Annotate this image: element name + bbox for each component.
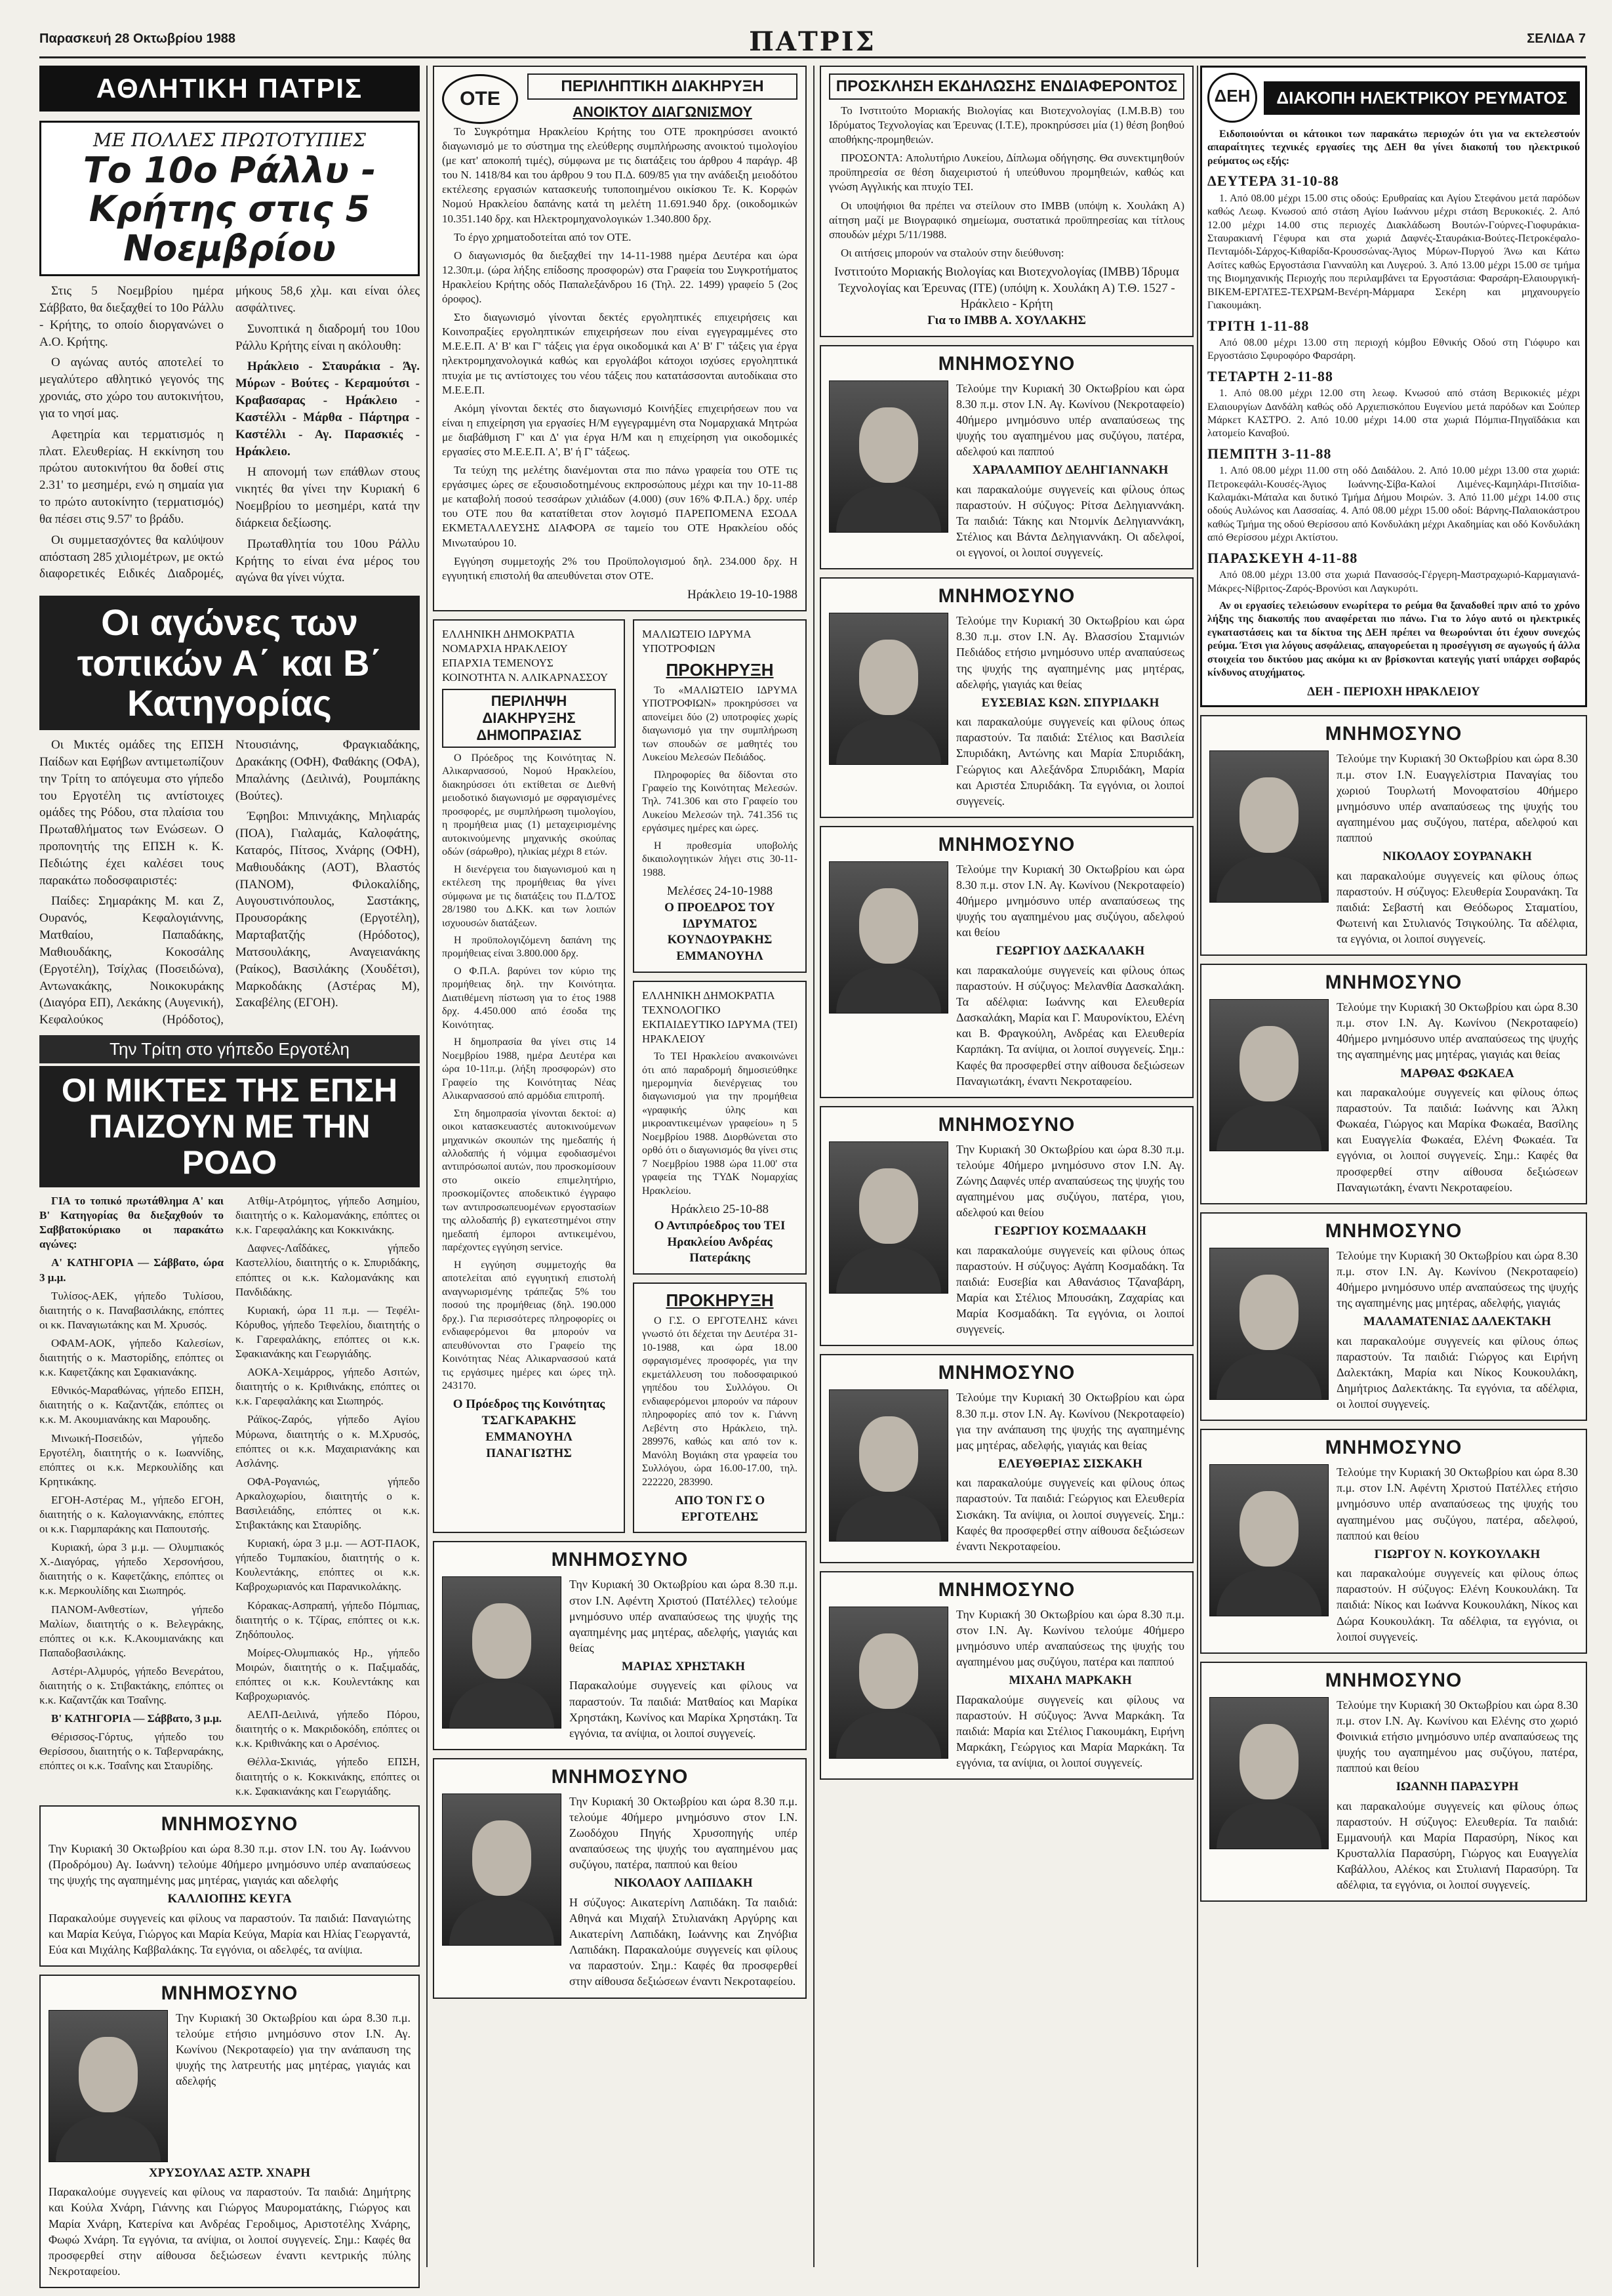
article-paragraph: Αφετηρία και τερματισμός η πλατ. Ελευθερίας. Η εκκίνηση του πρώτου αυτοκινήτου θα δοθεί στις 2.31' το μεσημέρι, ενώ η σημαία για το πρώτο αυτοκίνητο (τερματισμός) θα πέσει στις 9.57' το βράδυ. [39, 427, 224, 526]
article-paragraph: Τυλίσος-ΑΕΚ, γήπεδο Τυλίσου, διαιτητής ο κ. Παναβασιλάκης, επόπτες οι κκ. Παναγιωτάκης και Μ. Χρυσός. [39, 1289, 224, 1331]
memorial-photo [1209, 1697, 1329, 1849]
article-paragraph: Κυριακή, ώρα 3 μ.μ. — ΑΟΤ-ΠΑΟΚ, γήπεδο Τυμπακίου, διαιτητής ο κ. Κουλεντάκης, επόπτες οι κ.κ. Καβροχωριανός και Παρανικολάκης. [235, 1537, 420, 1593]
memorial-name: ΙΩΑΝΝΗ ΠΑΡΑΣΥΡΗ [1396, 1780, 1519, 1794]
article-paragraph: Μοίρες-Ολυμπιακός Ηρ., γήπεδο Μοιρών, διαιτητής ο κ. Παξιμαδάς, επόπτες οι κ.κ. Κουλεντάκης και Καβροχωριανός. [235, 1646, 420, 1703]
article-paragraph: Οι Μικτές ομάδες της ΕΠΣΗ Παίδων και Εφήβων αντιμετωπίζουν την Τρίτη το απόγευμα στο γήπεδο του Εργοτέλη τις αντίστοιχες ομάδες της Ρόδου, στα πλαίσια του Πρωταθλήματος των Ενώσεων. Ο προπονητής της ΕΠΣΗ κ. Κ. Πεδιώτης έχει καλέσει τους παρακάτω ποδοσφαιριστές: [39, 738, 224, 888]
memorial-photo [829, 1389, 948, 1542]
article-paragraph: Α' ΚΑΤΗΓΟΡΙΑ — Σάββατο, ώρα 3 μ.μ. [39, 1256, 224, 1284]
memorial-photo [442, 1794, 561, 1946]
memorial-name: ΧΡΥΣΟΥΛΑΣ ΑΣΤΡ. ΧΝΑΡΗ [148, 2165, 311, 2180]
notice-header: ΕΛΛΗΝΙΚΗ ΔΗΜΟΚΡΑΤΙΑ ΤΕΧΝΟΛΟΓΙΚΟ ΕΚΠΑΙΔΕΥΤΙΚΟ ΙΔΡΥΜΑ (ΤΕΙ) ΗΡΑΚΛΕΙΟΥ [642, 989, 797, 1045]
memorial-name: ΧΑΡΑΛΑΜΠΟΥ ΔΕΛΗΓΙΑΝΝΑΚΗ [972, 463, 1169, 478]
notice-paragraph: Τα τεύχη της μελέτης διανέμονται στα πιο πάνω γραφεία του ΟΤΕ τις εργάσιμες ώρες σε εξουσιοδοτημένους εκπροσώπους μέχρι και την 10-11-88 με καταβολή ποσού τεσσάρων χιλιάδων (4.000) (συν 16% Φ.Π.Α.) δρχ. υπέρ του ΟΤΕ που θα κατατίθεται στον λογισμό ΠΑΡΕΠΟΜΕΝΑ ΕΣΟΔΑ ΕΚΜΕΤΑΛΛΕΥΣΗΣ ΔΙΑΦΟΡΑ σε ταμείο του ΟΤΕ Ηρακλείου οδός Μινωταύρου 10. [442, 464, 797, 549]
rally-headline: Το 10ο Ράλλυ - Κρήτης στις 5 Νοεμβρίου [83, 150, 376, 269]
memorial-title: ΜΝΗΜΟΣΥΝΟ [551, 1549, 689, 1571]
notice-title: ΠΡΟΚΗΡΥΞΗ [666, 1290, 774, 1310]
memorial-notice [820, 345, 1194, 570]
memorial-notice [820, 1106, 1194, 1347]
notice-paragraph: Ο Πρόεδρος της Κοινότητας Ν. Αλικαρνασσού, Νομού Ηρακλείου, διακηρύσσει ότι εκτίθεται σε Διεθνή μειοδοτικό διαγωνισμό με σφραγισμένες προσφορές, με συμπλήρωση τιμολογίου, η προμήθεια μιας (1) μεταχειρισμένης αυτοκινούμενης μηχανικής σκούπας οδών (σάρωθρο), ηλικίας μέχρι 8 ετών. [442, 752, 616, 858]
article-paragraph: Ατθίμ-Ατρόμητος, γήπεδο Ασημίου, διαιτητής ο κ. Καλομανάκης, επόπτες οι κ.κ. Γαρεφαλάκης και Κοκκινάκης. [235, 1195, 420, 1237]
deh-intro: Ειδοποιούνται οι κάτοικοι των παρακάτω περιοχών ότι για να εκτελεστούν απαραίτητες τεχνικές εργασίες της ΔΕΗ θα γίνει διακοπή του ηλεκτρικού ρεύματος ως εξής: [1207, 129, 1580, 167]
memorial-photo [442, 1576, 561, 1729]
memorial-name: ΓΕΩΡΓΙΟΥ ΔΑΣΚΑΛΑΚΗ [996, 944, 1145, 958]
memorial-text: Την Κυριακή 30 Οκτωβρίου και ώρα 8.30 π.μ. στον Ι.Ν. του Αγ. Ιωάννου (Προδρόμου) Αγ. Ιωάννη) τελούμε 40ήμερο μνημόσυνο υπέρ αναπαύσεως της ψυχής της αγαπημένης μας μητέρας, γιαγιάς και αδελφής [49, 1841, 411, 1887]
notices-column [433, 66, 807, 2007]
article-paragraph: Κυριακή, ώρα 3 μ.μ. — Ολυμπιακός Χ.-Διαγόρας, γήπεδο Χερσονήσου, διαιτητής ο κ. Καφετζάκης, επόπτες οι κ.κ. Μερκουλίδης και Σιωπηρός. [39, 1541, 224, 1597]
notice-paragraph: Το Ινστιτούτο Μοριακής Βιολογίας και Βιοτεχνολογίας (Ι.Μ.Β.Β) του Ιδρύματος Τεχνολογίας και Έρευνας (Ι.Τ.Ε), προκηρύσσει μία (1) θέση βοηθού αποθήκης-προμηθειών. [829, 104, 1184, 146]
memorial-name: ΜΑΡΘΑΣ ΦΩΚΑΕΑ [1400, 1066, 1514, 1080]
article-paragraph: Στις 5 Νοεμβρίου ημέρα Σάββατο, θα διεξαχθεί το 10ο Ράλλυ - Κρήτης, το οποίο διοργανώνει ο Α.Ο. Κρήτης. [39, 284, 224, 349]
memorial-notice [1200, 964, 1587, 1204]
notice-paragraph: Ο Γ.Σ. Ο ΕΡΓΟΤΕΛΗΣ κάνει γνωστό ότι δέχεται την Δευτέρα 31-10-1988, και ώρα 18.00 σφραγισμένες προσφορές, για την εκμετάλλευση του ποδοσφαιρικού γηπέδου του Συλλόγου. Οι ενδιαφερόμενοι μπορούν να πάρουν πληροφορίες από τον κ. Γιάννη Λεβέντη στο Ηράκλειο, τηλ. 289976, καθώς και από τον κ. Μανόλη Βογιάκη στα γραφεία του Συλλόγου, ώρα 16.00-17.00, τηλ. 222220, 283990. [642, 1315, 797, 1488]
memorial-title: ΜΝΗΜΟΣΥΝΟ [938, 1113, 1076, 1136]
memorial-text: Τελούμε την Κυριακή 30 Οκτωβρίου και ώρα 8.30 π.μ. στον Ι.Ν. Αγ. Κωνίνου (Νεκροταφείο) 40ήμερο μνημόσυνο υπέρ αναπαύσεως της ψυχής του αγαπημένου μας συζύγου, πατέρα, αδελφού και παππού [956, 381, 1184, 459]
article-paragraph: Συνοπτικά η διαδρομή του 10ου Ράλλυ Κρήτης είναι η ακόλουθη: [235, 321, 420, 353]
memorial-family: και παρακαλούμε συγγενείς και φίλους όπως παραστούν. Η σύζυγος: Ελένη Κουκουλάκη. Τα παιδιά: Νίκος και Ιωάννα Κουκουλάκη, Νίκος και Δώρα Κουκουλάκη. Τα αδέλφια, τα εγγόνια, οι λοιποί συγγενείς. [1337, 1567, 1578, 1643]
notice-signoff: Ο ΠΡΟΕΔΡΟΣ ΤΟΥ ΙΔΡΥΜΑΤΟΣ ΚΟΥΝΔΟΥΡΑΚΗΣ ΕΜΜΑΝΟΥΗΛ [664, 900, 775, 963]
notice-title: ΠΕΡΙΛΗΨΗ ΔΙΑΚΗΡΥΞΗΣ ΔΗΜΟΠΡΑΣΙΑΣ [442, 689, 616, 748]
notice-paragraph: Πληροφορίες θα δίδονται στο Γραφείο της Κοινότητας Μελεσών. Τηλ. 741.306 και στο Γραφείο του Λυκείου Μελεσών τηλ. 741.356 τις εργάσιμες ημέρες και ώρες. [642, 769, 797, 834]
notice-signoff: ΑΠΟ ΤΟΝ ΓΣ Ο ΕΡΓΟΤΕΛΗΣ [674, 1494, 765, 1524]
memorial-family: και παρακαλούμε συγγενείς και φίλους όπως παραστούν. Τα παιδιά: Ιωάννης και Άλκη Φωκαέα, Γιώργος και Μαρίκα Φωκαέα, Βασίλης και Ευαγγελία Φωκαέα, Ελένη Φωκαέα. Τα εγγόνια, οι λοιποί συγγενείς. Σημ.: Καφές θα προσφερθεί στην αίθουσα δεξιώσεων Παναγιωτάκη, έναντι Νεκροταφείου. [1337, 1086, 1578, 1194]
memorial-title: ΜΝΗΜΟΣΥΝΟ [161, 1813, 298, 1835]
notice-paragraph: Εγγύηση συμμετοχής 2% του Προϋπολογισμού δηλ. 234.000 δρχ. Η εγγυητική επιστολή θα απευθύνεται στον ΟΤΕ. [442, 554, 797, 582]
article-paragraph: ΑΕΛΠ-Δειλινά, γήπεδο Πόρου, διαιτητής ο κ. Μακριδοκόδη, επόπτες οι κ.κ. Κριθινάκης και ο Αρσένιος. [235, 1708, 420, 1750]
memorial-notice [433, 1758, 807, 1999]
article-paragraph: ΓΙΑ το τοπικό πρωτάθλημα Α' και Β' Κατηγορίας θα διεξαχθούν το Σαββατοκύριακο οι παρακάτω αγώνες: [39, 1195, 224, 1251]
memorial-notice [1200, 715, 1587, 956]
memorial-notice [1200, 1429, 1587, 1654]
article-paragraph: Β' ΚΑΤΗΓΟΡΙΑ — Σάββατο, 3 μ.μ. [51, 1712, 222, 1725]
memorial-name: ΝΙΚΟΛΑΟΥ ΣΟΥΡΑΝΑΚΗ [1382, 850, 1532, 864]
notice-paragraph: Το ΤΕΙ Ηρακλείου ανακοινώνει ότι από παραδρομή δημοσιεύθηκε ημερομηνία διενέργειας του διαγωνισμού για την προμήθεια «γραφικής ύλης και μικροαντικειμένων γραφείου» η 5 Νοεμβρίου 1988. Διορθώνεται στο ορθό ότι ο διαγωνισμός θα γίνει στις 7 Νοεμβρίου 1988 ώρα 11.00' στα γραφεία της ΤΥΔΚ Νομαρχίας Ηρακλείου. [642, 1051, 797, 1197]
sports-column [39, 66, 420, 2296]
memorial-notice [820, 826, 1194, 1098]
notice-paragraph: Η δημοπρασία θα γίνει στις 14 Νοεμβρίου 1988, ημέρα Δευτέρα και ώρα 10-11π.μ. (λήξη προσφορών) στο Γραφείο της Κοινότητας Νέας Αλικαρνασσού από αρμόδια επιτροπή. [442, 1036, 616, 1102]
notice-paragraph: Το έργο χρηματοδοτείται από τον ΟΤΕ. [454, 230, 632, 243]
memorial-title: ΜΝΗΜΟΣΥΝΟ [161, 1982, 298, 2004]
ote-title: ΠΕΡΙΛΗΠΤΙΚΗ ΔΙΑΚΗΡΥΞΗ [527, 73, 797, 100]
article-paragraph: ΑΟΚΑ-Χειμάρρος, γήπεδο Ασιτών, διαιτητής ο κ. Κριθινάκης, επόπτες οι κ.κ. Γαρεφαλάκης και Σιωπηρός. [235, 1366, 420, 1408]
memorial-family: και παρακαλούμε συγγενείς και φίλους όπως παραστούν. Τα παιδιά: Γεώργιος και Ελευθερία Σισκάκη. Τα ανίψια, οι λοιποί συγγενείς. Σημ.: Καφές θα προσφερθεί στην αίθουσα δεξιώσεων έναντι Νεκροταφείου. [956, 1476, 1184, 1553]
memorial-family: Παρακαλούμε συγγενείς και φίλους να παραστούν. Τα παιδιά: Ματθαίος και Μαρίκα Χρηστάκη, Κωνίνος και Μαρίκα Χρηστάκη. Τα εγγόνια, τα ανίψια, οι λοιποί συγγενείς. [569, 1679, 797, 1740]
ote-subtitle: ΑΝΟΙΚΤΟΥ ΔΙΑΓΩΝΙΣΜΟΥ [573, 104, 752, 120]
memorial-name: ΜΙΧΑΗΛ ΜΑΡΚΑΚΗ [1009, 1673, 1132, 1688]
article-paragraph: ΕΓΟΗ-Αστέρας Μ., γήπεδο ΕΓΟΗ, διαιτητής ο κ. Καλογιαννάκης, επόπτες οι κ.κ. Γιαρμπαράκης και Παπουτσής. [39, 1493, 224, 1536]
tuesday-subheading: Την Τρίτη στο γήπεδο Εργοτέλη [39, 1035, 420, 1063]
memorial-title: ΜΝΗΜΟΣΥΝΟ [938, 1578, 1076, 1601]
memorial-notice [1200, 1212, 1587, 1421]
ote-logo: ΟΤΕ [442, 74, 518, 124]
memorial-text: Την Κυριακή 30 Οκτωβρίου και ώρα 8.30 π.μ. τελούμε 40ήμερο μνημόσυνο στον Ι.Ν. Αγ. Ζώνης Δαφνές υπέρ αναπαύσεως της ψυχής του αγαπημένου μας συζύγου, πατέρα, γιου, αδελφού και θείου [956, 1142, 1184, 1220]
notice-header: ΜΑΛΙΩΤΕΙΟ ΙΔΡΥΜΑ ΥΠΟΤΡΟΦΙΩΝ [642, 627, 751, 655]
memorial-notice [820, 577, 1194, 818]
notice-paragraph: Το Συγκρότημα Ηρακλείου Κρήτης του ΟΤΕ προκηρύσσει ανοικτό διαγωνισμό με το σύστημα της ελεύθερης συμπλήρωσης ανοικτού τιμολογίου (με κατ' αποκοπή τιμές), σύμφωνα με τις διατάξεις του άρθρου 4 παράγρ. 4β του Ν. 1418/84 και του άρθρου 9 του Π.Δ. 609/85 για την ανάδειξη μειοδότου εκτέλεσης εργασιών κατασκευής τυποποιημένου οικίσκου Τε. Κ. Κορφών Νομού Ηρακλείου δαπάνης κατά τη μελέτη 11.691.940 δρχ. (οικοδομικών 10.351.140 δρχ. και Ηλεκτρομηχανολογικών 1.340.800 δρχ. [442, 125, 797, 225]
article-paragraph: Αστέρι-Αλμυρός, γήπεδο Βενεράτου, διαιτητής ο κ. Στιβακτάκης, επόπτες οι κ.κ. Καζαντζάκ και Τσαΐνης. [39, 1664, 224, 1707]
memorial-family: και παρακαλούμε συγγενείς και φίλους όπως παραστούν. Η σύζυγος: Αγάπη Κοσμαδάκη. Τα παιδιά: Ευσεβία και Αθανάσιος Τζαναβάρη, Μαρία και Στέλιος Μπουσάκη, Ζαχαρίας και Μαρία Κοσμαδάκη. Τα εγγόνια, οι λοιποί συγγενείς. [956, 1243, 1184, 1336]
notice-title: ΠΡΟΚΗΡΥΞΗ [666, 659, 774, 680]
notice-paragraph: Στη δημοπρασία γίνονται δεκτοί: α) οικοι κατασκευαστές αυτοκινούμενων μηχανικών σκουπών της ημεδαπής ή αλλοδαπής ή νόμιμα εφοδιασμένοι αντιπρόσωποί αυτών, που προσκομίσουν στο οικείο επιμελητήριο, προσκομίζοντες αποδεικτικό έγγραφο των αντιπροσωπευομένων εργοστασίων της αλλοδαπής β) εγκατεστημένοι στην ημεδαπή έμποροι αντικειμένου, παρέχοντες εγγύηση service. [442, 1107, 616, 1254]
notice-paragraph: Ο Φ.Π.Α. βαρύνει τον κύριο της προμήθειας δηλ. την Κοινότητα. Διατιθέμενη πίστωση για το έτος 1988 δρχ. 4.450.000 από έσοδα της Κοινότητας. [442, 965, 616, 1031]
fixtures-article [39, 1194, 420, 1799]
deh-signoff: ΔΕΗ - ΠΕΡΙΟΧΗ ΗΡΑΚΛΕΙΟΥ [1307, 684, 1480, 699]
memorial-title: ΜΝΗΜΟΣΥΝΟ [938, 1362, 1076, 1384]
memorial-photo [829, 1141, 948, 1294]
memorial-text: Τελούμε την Κυριακή 30 Οκτωβρίου και ώρα 8.30 π.μ. στον Ι.Ν. Αγ. Βλασσίου Σταμνιών Πεδιάδος ετήσιο μνημόσυνο υπέρ αναπαύσεως της ψυχής της αγαπημένης μας μητέρας, αδελφής, γιαγιάς και θείας [956, 614, 1184, 691]
article-paragraph: Δαφνες-Λαΐδάκες, γήπεδο Καστελλίου, διαιτητής ο κ. Σπυριδάκης, επόπτες οι κ.κ. Καλομανάκης και Πανδιδάκης. [235, 1242, 420, 1298]
deh-title: ΔΙΑΚΟΠΗ ΗΛΕΚΤΡΙΚΟΥ ΡΕΥΜΑΤΟΣ [1264, 81, 1580, 115]
memorial-text: Την Κυριακή 30 Οκτωβρίου και ώρα 8.30 π.μ. τελούμε ετήσιο μνημόσυνο στον Ι.Ν. Αγ. Κωνίνου (Νεκροταφείο) για την ανάπαυση της ψυχής της λατρευτής μας μητέρας, γιαγιάς και αδελφής [176, 2011, 411, 2088]
notice-date: Μελέσες 24-10-1988 [666, 884, 773, 899]
masthead [39, 26, 1586, 58]
article-paragraph: Έφηβοι: Μπινιχάκης, Μηλιαράς (ΠΟΑ), Γιαλαμάς, Καλοφάτης, Καταρός, Πίτσος, Χνάρης (ΟΦΗ), Μαθιουδάκης (ΑΟΤ), Βλαστός (ΠΑΝΟΜ), Φιλοκαλίδης, Αυγουστινόπουλος, Σαστάκης, Προυσοράκης (Εργοτέλη), Μαρταβατζής (Ηρόδοτος), Ματσουλάκης, Αναγειανάκης (Ραίκος), Βασιλάκης (Χουδέτσι), Μαρκοδάκης (Αστέρας Μ), Σακαβέλης (ΕΓΟΗ). [235, 810, 420, 1010]
notice-paragraph: Το «ΜΑΛΙΩΤΕΙΟ ΙΔΡΥΜΑ ΥΠΟΤΡΟΦΙΩΝ» προκηρύσσει να απονείμει δύο (2) υποτροφίες χωρίς διαγωνισμό για την συμπλήρωση των σπουδών σε μαθητές του Λυκείου Μελεσών Πεδιάδος. [642, 684, 797, 764]
article-paragraph: Θέρισσος-Γόρτυς, γήπεδο του Θερίσσου, διαιτητής ο κ. Ταβερναράκης, επόπτες οι κ.κ. Τσαΐνης και Σταυρίδης. [39, 1731, 224, 1773]
memorial-notice [820, 1571, 1194, 1780]
article-paragraph: Ηράκλειο - Σταυράκια - Άγ. Μύρων - Βούτες - Κεραμούτσι - Κραβασαρας - Ηράκλειο - Καστέλλι - Μάρθα - Πάρτηρα - Καστέλλι - Αγ. Παρασκιές - Ηράκλειο. [235, 359, 420, 459]
memorial-title: ΜΝΗΜΟΣΥΝΟ [1325, 1437, 1462, 1459]
memorials-column-b [1200, 66, 1587, 1910]
outage-details: 1. Από 08.00 μέχρι 11.00 στη οδό Δαιδάλου. 2. Από 10.00 μέχρι 13.00 στα χωριά: Πετροκεφάλι-Κουσές-Άγιος Ιωάννης-Σίβα-Καλοί Λιμένες-Καμηλάρι-Πιτσίδια-Καλαμάκι-Μάταλα και δυτικό Τμήμα Δήμου Μοιρών. 3. Από 11.00 μέχρι 14.00 στις οδούς Αυλώνος και Λασσαίας. 4. Από 08.00 μέχρι 15.00 οδοί: Βάρνης-Παλαιοκάστρου καθώς Τμήμα της οδού Θερίσσου από Κονδυλάκη μέχρι Ακαδημίας και οδό Κονδυλάκη από Θερίσσου μέχρι Ακτίστου. [1207, 465, 1580, 544]
outage-details: Από 08.00 μέχρι 13.00 στη περιοχή κόμβου Εθνικής Οδού στη Γιόφυρο και Εργοστάσιο Σφυροφόρο Φαρσάρη. [1207, 337, 1580, 362]
memorial-name: ΕΥΣΕΒΙΑΣ ΚΩΝ. ΣΠΥΡΙΔΑΚΗ [981, 695, 1159, 710]
column-divider [426, 66, 428, 2267]
notice-paragraph: Η προϋπολογιζόμενη δαπάνη της προμήθειας είναι 3.800.000 δρχ. [442, 934, 616, 960]
issue-date: Παρασκευή 28 Οκτωβρίου 1988 [39, 31, 235, 46]
rally-headline-box [39, 121, 420, 276]
memorial-photo [829, 613, 948, 765]
page-number: ΣΕΛΙΔΑ 7 [1527, 31, 1586, 46]
memorial-notice [39, 1975, 420, 2288]
memorial-body [49, 1841, 411, 1958]
memorials-column-a [820, 66, 1194, 1788]
local-games-article [39, 737, 420, 1029]
article-paragraph: Κυριακή, ώρα 11 π.μ. — Τεφέλι-Κόρυθος, γήπεδο Τεφελίου, διαιτητής ο κ. Γαρεφαλάκης, επόπτες οι κ.κ. Σφακιανάκης και Γεωργιάδης. [235, 1303, 420, 1361]
memorial-title: ΜΝΗΜΟΣΥΝΟ [938, 833, 1076, 855]
memorial-text: Τελούμε την Κυριακή 30 Οκτωβρίου και ώρα 8.30 π.μ. στον Ι.Ν. Αγ. Κωνίνου (Νεκροταφείο) 40ήμερο μνημόσυνο υπέρ αναπαύσεως της ψυχής της αγαπημένης μας μητέρας, αδελφής, γιαγιάς [1337, 1248, 1578, 1310]
memorial-family: και παρακαλούμε συγγενείς και φίλους όπως παραστούν. Η σύζυγος: Ρίτσα Δεληγιαννάκη. Τα παιδιά: Τάκης και Ντομνίκ Δεληγιαννάκη, Στέλιος και Βάντα Δεληγιαννάκη. Οι αδελφοί, οι εγγονοί, οι λοιποί συγγενείς. [956, 482, 1184, 560]
article-paragraph: ΠΑΝΟΜ-Ανθεστίων, γήπεδο Μαλίων, διαιτητής ο κ. Βελεγράκης, επόπτες οι κ.κ. Κ.Ακουμιανάκης και Παπαδοβασιλάκης. [39, 1603, 224, 1659]
deh-safety-note: Αν οι εργασίες τελειώσουν ενωρίτερα το ρεύμα θα ξαναδοθεί πριν από το χρόνο λήξης της διακοπής που αναφέρεται πιο πάνω. Για το λόγο αυτό οι ηλεκτρικές εγκαταστάσεις και τα δίκτυα της ΔΕΗ πρέπει να θεωρούνται ότι έχουν συνεχώς ρεύμα. Έτσι για λόγους ασφάλειας, απαγορεύεται η προσέγγιση σε αγωγούς ή άλλα στοιχεία του δικτύου μας ακόμα κι αν βρίσκονται κατεγής γιατί υπάρχει σοβαρός κίνδυνος ατυχήματος. [1207, 600, 1580, 679]
outage-details: Από 08.00 μέχρι 13.00 στα χωριά Πανασσός-Γέργερη-Μαστραχωριό-Καρμαγιανά-Μάκρες-Νίβριτος-Ζαρός-Βρονύσι και Λαγκυρότι. [1207, 569, 1580, 594]
memorial-family: Παρακαλούμε συγγενείς και φίλους να παραστούν. Η σύζυγος: Άννα Μαρκάκη. Τα παιδιά: Μαρία και Στέλιος Γιακουμάκη, Ειρήνη Μαρκάκη, Γεώργιος και Μαρία Μαρκάκη. Τα εγγόνια, τα ανίψια, οι λοιποί συγγενείς. [956, 1692, 1184, 1770]
article-paragraph: Ράϊκος-Ζαρός, γήπεδο Αγίου Μύρωνα, διαιτητής ο κ. Μ.Χρυσός, επόπτες οι κ.κ. Μαχαιριανάκης και Ασλάνης. [235, 1413, 420, 1469]
article-paragraph: Εθνικός-Μαραθώνας, γήπεδο ΕΠΣΗ, διαιτητής ο κ. Καζαντζάκ, επόπτες οι κ.κ. Μ. Ακουμιανάκης και Μαρουδης. [39, 1384, 224, 1426]
notice-date: Ηράκλειο 25-10-88 [671, 1202, 769, 1217]
article-paragraph: Ο αγώνας αυτός αποτελεί το μεγαλύτερο αθλητικό γεγονός της χρονιάς, στο χώρο του αυτοκινήτου, για το νησί μας. [39, 356, 224, 420]
notice-header: ΕΛΛΗΝΙΚΗ ΔΗΜΟΚΡΑΤΙΑ ΝΟΜΑΡΧΙΑ ΗΡΑΚΛΕΙΟΥ ΕΠΑΡΧΙΑ ΤΕΜΕΝΟΥΣ ΚΟΙΝΟΤΗΤΑ Ν. ΑΛΙΚΑΡΝΑΣΣΟΥ [442, 627, 609, 684]
notice-date: Ηράκλειο 19-10-1988 [687, 587, 797, 602]
memorial-photo [49, 2010, 168, 2162]
notice-paragraph: Οι υποψήφιοι θα πρέπει να στείλουν στο ΙΜΒΒ (υπόψη κ. Χουλάκη Α) αίτηση μαζί με Βιογραφικό σημείωμα, συστατικά προϋπηρεσίας και τίτλους σπουδών μέχρι 5/11/1988. [829, 199, 1184, 241]
memorial-family: και παρακαλούμε συγγενείς και φίλους όπως παραστούν. Τα παιδιά: Στέλιος και Βασιλεία Σπυριδάκη, Αντώνης και Μαρία Σπυριδάκη, Γεώργιος και Αλεξάνδρα Σπυριδάκη, Μαρία και Αριστέα Σπυριδάκη. Τα εγγόνια, οι λοιποί συγγενείς. [956, 715, 1184, 808]
memorial-notice [820, 1354, 1194, 1563]
article-paragraph: Κόρακας-Ασπραπή, γήπεδο Πόμπιας, διαιτητής ο κ. Τζίρας, επόπτες οι κ.κ. Ζηδόπουλος. [235, 1599, 420, 1641]
alikarnassos-notice [433, 619, 625, 1534]
memorial-text: Τελούμε την Κυριακή 30 Οκτωβρίου και ώρα 8.30 π.μ. στον Ι.Ν. Αγ. Κωνίνου (Νεκροταφείο) 40ήμερο μνημόσυνο υπέρ αναπαύσεως της ψυχής του αγαπημένου μας συζύγου, αδελφού και θείου [956, 862, 1184, 939]
memorial-title: ΜΝΗΜΟΣΥΝΟ [1325, 972, 1462, 994]
memorial-name: ΕΛΕΥΘΕΡΙΑΣ ΣΙΣΚΑΚΗ [998, 1456, 1142, 1471]
notice-paragraph: Ακόμη γίνονται δεκτές στο διαγωνισμό Κοινήξίες επιχειρήσεων που να είναι η επιχείρηση για εργασίες Η/Μ εγγεγραμμένη στα Νομαρχιακά Μητρώα με διαβάθμιση Γ' και Δ' για έργα Η/Μ και η επιχείρηση για οικοδομικές εργασίες στο Μ.Ε.Ε.Π. Α', Β' ή Γ' τάξεως. [442, 401, 797, 458]
memorial-text: Τελούμε την Κυριακή 30 Οκτωβρίου και ώρα 8.30 π.μ. στον Ι.Ν. Ευαγγελίστρια Παναγίας του χωριού Τουρλωτή Μονοφατσίου 40ήμερο μνημόσυνο υπέρ αναπαύσεως της ψυχής του αγαπημένου μας συζύγου, πατέρα, αδελφού και παππού [1337, 752, 1578, 845]
memorial-title: ΜΝΗΜΟΣΥΝΟ [551, 1765, 689, 1788]
imbb-notice [820, 66, 1194, 337]
article-paragraph: Μινωική-Ποσειδών, γήπεδο Εργοτέλη, διαιτητής ο κ. Ιωαννίδης, επόπτες οι κ.κ. Μερκουλίδης και Κρητικάκης. [39, 1431, 224, 1488]
sports-banner: ΑΘΛΗΤΙΚΗ ΠΑΤΡΙΣ [39, 66, 420, 112]
notice-paragraph: Οι αιτήσεις μπορούν να σταλούν στην διεύθυνση: [841, 246, 1064, 259]
outage-day: ΤΕΤΑΡΤΗ 2-11-88 [1207, 367, 1333, 384]
article-paragraph: Πρωταθλητία του 10ου Ράλλυ Κρήτης το είναι ένα μέρος του αγώνα θα γίνει νύχτα. [235, 537, 420, 585]
memorial-family: και παρακαλούμε συγγενείς και φίλους όπως παραστούν. Η σύζυγος: Ελευθερία Σουρανάκη. Τα παιδιά: Σεβαστή και Θεόδωρος Σταματίου, Φωτεινή και Στυλιανός Τσιγκούλης. Τα αδέλφια, τα εγγόνια, οι λοιποί συγγενείς. [1337, 869, 1578, 946]
memorial-photo [829, 1607, 948, 1759]
notice-signoff: Ο Πρόεδρος της Κοινότητας ΤΣΑΓΚΑΡΑΚΗΣ ΕΜΜΑΝΟΥΗΛ ΠΑΝΑΓΙΩΤΗΣ [453, 1397, 605, 1460]
memorial-text: Την Κυριακή 30 Οκτωβρίου και ώρα 8.30 π.μ. στον Ι.Ν. Αφέντη Χριστού (Πατέλλες) τελούμε μνημόσυνο υπέρ αναπαύσεως της ψυχής της αγαπημένης μας μητέρας, αδελφής, γιαγιάς και θείας [569, 1578, 797, 1654]
memorial-title: ΜΝΗΜΟΣΥΝΟ [938, 585, 1076, 607]
memorial-text: Τελούμε την Κυριακή 30 Οκτωβρίου και ώρα 8.30 π.μ. στον Ι.Ν. Αφέντη Χριστού Πατέλλες ετήσιο μνημόσυνο υπέρ αναπαύσεως της ψυχής του αγαπημένου μας συζύγου, πατέρα, αδελφού, παππού και θείου [1337, 1466, 1578, 1542]
article-paragraph: Η απονομή των επάθλων στους νικητές θα γίνει την Κυριακή 6 Νοεμβρίου το μεσημέρι, κατά την διάρκεια δεξίωσης. [235, 465, 420, 530]
memorial-photo [1209, 1464, 1329, 1616]
notice-paragraph: ΠΡΟΣΟΝΤΑ: Απολυτήριο Λυκείου, Δίπλωμα οδήγησης. Θα συνεκτιμηθούν προϋπηρεσία σε θέση διαχειριστού ή υπεύθυνου προμηθειών, καθώς και γνώση Αγγλικής και πτυχίο ΤΕΙ. [829, 152, 1184, 194]
memorial-photo [1209, 1248, 1329, 1400]
memorial-body [176, 2010, 411, 2162]
column-divider [1197, 66, 1198, 2267]
notice-paragraph: Ο διαγωνισμός θα διεξαχθεί την 14-11-1988 ημέρα Δευτέρα και ώρα 12.30π.μ. (ώρα λήξης επίδοσης προσφορών) στα Γραφεία του Συγκροτήματος Ηρακλείου Κρήτης οδός Παπαλεξάνδρου 16 (Τηλ. 22. 1499) γραφείο 5 (2ος όροφος). [442, 249, 797, 306]
memorial-text: Τελούμε την Κυριακή 30 Οκτωβρίου και ώρα 8.30 π.μ. στον Ι.Ν. Αγ. Κωνίνου και Ελένης στο χωριό Φοινικιά ετήσιο μνημόσυνο υπέρ αναπαύσεως της ψυχής του αγαπημένου μας συζύγου, πατέρα, παππού και θείου [1337, 1698, 1578, 1775]
outage-day: ΠΕΜΠΤΗ 3-11-88 [1207, 445, 1332, 462]
memorial-name: ΚΑΛΛΙΟΠΗΣ ΚΕΥΓΑ [167, 1892, 292, 1906]
memorial-photo [1209, 999, 1329, 1151]
ote-tender-notice [433, 66, 807, 611]
notice-paragraph: Η προθεσμία υποβολής δικαιολογητικών λήγει στις 30-11-1988. [642, 840, 797, 878]
memorial-family: Παρακαλούμε συγγενείς και φίλους να παραστούν. Τα παιδιά: Δημήτρης και Κούλα Χνάρη, Γιάννης και Γιώργος Μαυροματάκης, Γιώργος και Μαρία Χνάρη, Κατερίνα και Ανδρέας Γεροδιμος, Αριστοτέλης Χνάρης, Φωφώ Χνάρη. Τα εγγόνια, τα ανίψια, οι λοιποί συγγενείς. Σημ.: Καφές θα προσφερθεί στην αίθουσα δεξιώσεων έναντι κεντρικής πύλης Νεκροταφείου. [49, 2185, 411, 2278]
outage-details: 1. Από 08.00 μέχρι 12.00 στη λεωφ. Κνωσού από στάση Βερικοκιές μέχρι Ελαιουργίων Δανδάλη καθώς οδό Αρχιεπισκόπου Ευγενίου μετά παρόδων και Σούπερ Μάρκετ ΚΑΣΤΡΟ. 2. Από 10.00 μέχρι 14.00 στα χωριά Πόμπια-Πηγαϊδάκια και λατομείο Καναβού. [1207, 388, 1580, 440]
memorial-name: ΝΙΚΟΛΑΟΥ ΛΑΠΙΔΑΚΗ [614, 1876, 753, 1891]
outage-day: ΠΑΡΑΣΚΕΥΗ 4-11-88 [1207, 549, 1358, 566]
memorial-title: ΜΝΗΜΟΣΥΝΟ [1325, 1220, 1462, 1242]
maliotio-notice [633, 619, 807, 973]
article-paragraph: ΟΦΑΜ-ΑΟΚ, γήπεδο Καλεσίων, διαιτητής ο κ. Μαστορίδης, επόπτες οι κ.κ. Καφετζάκης και Σφακιανάκης. [39, 1336, 224, 1379]
local-games-headline: Οι αγώνες των τοπικών Α΄ και Β΄ Κατηγορίας [39, 596, 420, 730]
rally-kicker: ΜΕ ΠΟΛΛΕΣ ΠΡΩΤΟΤΥΠΙΕΣ [93, 129, 366, 151]
mixed-teams-headline: ΟΙ ΜΙΚΤΕΣ ΤΗΣ ΕΠΣΗ ΠΑΙΖΟΥΝ ΜΕ ΤΗΝ ΡΟΔΟ [39, 1066, 420, 1187]
memorial-photo [829, 861, 948, 1014]
outage-details: 1. Από 08.00 μέχρι 15.00 στις οδούς: Ερυθραίας και Αγίου Στεφάνου μετά παρόδων καθώς Λεωφ. Κνωσού από στάση Αγίου Ιωάννου μέχρι στάση Βερυκοκιές. 2. Από 12.00 μέχρι 14.00 στις περιοχές Διακλάδωση Βουτών-Γούρνες-Γιοφυράκια-Σταυρακιανή Γέφυρα και στα χωριά Δαφνές-Σταυράκια-Βούτες-Πετροκέφαλο-Πενταμόδι-Σάρχος-Κιθαρίδα-Κρουσσώνας-Άγιος Μύρων-Πυργού Άνω και Κάτω Ασίτες καθώς Εργοστάσια Γιανναύλη και Λυγερού. 3. Από 13.00 μέχρι 15.00 σε τμήμα της Βιομηχανικής Περιοχής που περιλαμβάνει τα Εργοστάσια: Φαρσάρη-Ελαιουργική-ΒΙΚΕΜ-ΕΡΓΑΤΕΞ-ΤΕΧΡΩΜ-Βενέρη-Μάρμαρα Σεκέρη και μηχανουργείο Γιακουμάκη. [1207, 192, 1580, 312]
notice-paragraph: Στο διαγωνισμό γίνονται δεκτές εργοληπτικές επιχειρήσεις και Κοινοπραξίες εργοληπτικών επιχειρήσεων που είναι εγγεγραμμένες στο Μ.Ε.Ε.Π. Α' Β' και Γ' τάξεις για έργα οικοδομικά και Α' Β' Γ' τάξεις για έργα ηλεκτρομηχανολογικά καθώς και εργολάβοι κάτοχοι ισχύσες εργοληπτικά πτυχία με τις αντίστοιχες του νέου τάξεις που κατατάσσονται αυτοδίκαια στο Μ.Ε.Ε.Π. [442, 311, 797, 396]
memorial-photo [829, 380, 948, 533]
outage-day: ΔΕΥΤΕΡΑ 31-10-88 [1207, 173, 1339, 190]
memorial-text: Τελούμε την Κυριακή 30 Οκτωβρίου και ώρα 8.30 π.μ. στον Ι.Ν. Αγ. Κωνίνου (Νεκροταφείο) 40ήμερο μνημόσυνο υπέρ αναπαύσεως της ψυχής της αγαπημένης μας μητέρας, γιαγιάς και θείας [1337, 1000, 1578, 1061]
deh-logo: ΔΕΗ [1207, 73, 1257, 123]
memorial-name: ΜΑΡΙΑΣ ΧΡΗΣΤΑΚΗ [621, 1659, 746, 1673]
memorial-notice [433, 1541, 807, 1750]
memorial-title: ΜΝΗΜΟΣΥΝΟ [1325, 1669, 1462, 1691]
rally-article [39, 283, 420, 586]
memorial-family: Η σύζυγος: Αικατερίνη Λαπιδάκη. Τα παιδιά: Αθηνά και Μιχαήλ Στυλιανάκη Αργύρης και Αικατερίνη Λαπιδάκη, Ιωάννης και Ζηνόβια Λαπιδάκη. Παρακαλούμε συγγενείς και φίλους να παραστούν. Σημ.: Καφές θα προσφερθεί στην αίθουσα δεξιώσεων έναντι Νεκροταφείου. [569, 1895, 797, 1988]
article-paragraph: Οι συμμετασχόντες θα καλύψουν απόσταση 285 χιλιομέτρων, με οκτώ διαφορετικές Ειδικές Διαδρομές, μήκους 58,6 χλμ. και είναι όλες ασφάλτινες. [39, 284, 420, 581]
memorial-notice [39, 1805, 420, 1967]
memorial-family: και παρακαλούμε συγγενείς και φίλους όπως παραστούν. Η σύζυγος: Ελευθερία. Τα παιδιά: Εμμανουήλ και Μαρία Παρασύρη, Νίκος και Κρυσταλλία Παρασύρη, Γιώργος και Ευαγγελία Καβάλλου, Αλέκος και Στυλιανή Παρασύρη. Τα αδέλφια, τα εγγόνια, οι λοιποί συγγενείς. [1337, 1799, 1578, 1892]
notice-title: ΠΡΟΣΚΛΗΣΗ ΕΚΔΗΛΩΣΗΣ ΕΝΔΙΑΦΕΡΟΝΤΟΣ [829, 73, 1184, 100]
deh-power-outage-notice [1200, 66, 1587, 707]
memorial-name: ΓΙΩΡΓΟΥ Ν. ΚΟΥΚΟΥΛΑΚΗ [1374, 1547, 1541, 1561]
memorial-name: ΓΕΩΡΓΙΟΥ ΚΟΣΜΑΔΑΚΗ [994, 1224, 1146, 1239]
column-divider [813, 66, 815, 2267]
memorial-family: και παρακαλούμε συγγενείς και φίλους όπως παραστούν. Η σύζυγος: Μελανθία Δασκαλάκη. Τα αδέλφια: Ιωάννης και Ελευθερία Δασκαλάκη, Μαρία και Γ. Μαυρονίκτου, Ελένη και Β. Φραγκούλη, Ανδρέας και Ελευθερία Καρπάκη. Τα ανίψια, οι λοιποί συγγενείς. Σημ.: Καφές θα προσφερθεί στην αίθουσα δεξιώσεων Παναγιωτάκη, έναντι Νεκροταφείου. [956, 963, 1184, 1088]
memorial-photo [1209, 750, 1329, 903]
outage-day: ΤΡΙΤΗ 1-11-88 [1207, 317, 1310, 334]
notice-signoff: Για το ΙΜΒΒ Α. ΧΟΥΛΑΚΗΣ [927, 314, 1086, 327]
newspaper-title: ΠΑΤΡΙΣ [749, 26, 876, 57]
tei-notice [633, 981, 807, 1275]
memorial-text: Την Κυριακή 30 Οκτωβρίου και ώρα 8.30 π.μ. τελούμε 40ήμερο μνημόσυνο στον Ι.Ν. Ζωοδόχου Πηγής Χρυσοπηγής υπέρ αναπαύσεως της ψυχής του αγαπημένου μας συζύγου, πατέρα, παππού και θείου [569, 1794, 797, 1872]
memorial-title: ΜΝΗΜΟΣΥΝΟ [938, 352, 1076, 375]
notice-signoff: Ο Αντιπρόεδρος του ΤΕΙ Ηρακλείου Ανδρέας Πατεράκης [654, 1218, 786, 1265]
article-paragraph: Παίδες: Σημαράκης Μ. και Ζ, Ουρανός, Κεφαλογιάννης, Ματθαίου, Παπαδάκης, Μαθιουδάκης, Κοκοσάλης (Εργοτέλη), Τσίχλας (Ποσειδώνα), Αντωνακάκης, Νοικοκυράκης (Διαγόρα ΕΠ), Λεκάκης (Αυγενική), Κεφαλούκος (Ηρόδοτος), Ντουσιάνης, Φραγκιαδάκης, Δρακάκης (ΟΦΗ), Φαθάκης (ΟΦΑ), Μπαλάνης (Δειλινά), Ρουμπάκης (Βούτες). [39, 738, 420, 1027]
memorial-text: Τελούμε την Κυριακή 30 Οκτωβρίου και ώρα 8.30 π.μ. στον Ι.Ν. Αγ. Κωνίνου (Νεκροταφείο) για την ανάπαυση της ψυχής της αγαπημένης μας μητέρας, αδελφής, γιαγιάς και θείας [956, 1391, 1184, 1452]
memorial-family: Παρακαλούμε συγγενείς και φίλους να παραστούν. Τα παιδιά: Παναγιώτης και Μαρία Κεύγα, Γιώργος και Μαρία Κεύγα, Μαρία και Ηλίας Γεωργαντά, Εύα και Μιχάλης Καββαλάκης. Τα εγγόνια, οι αδελφές, τα ανίψια. [49, 1911, 411, 1956]
memorial-text: Την Κυριακή 30 Οκτωβρίου και ώρα 8.30 π.μ. στον Ι.Ν. Αγ. Κωνίνου τελούμε 40ήμερο μνημόσυνο υπέρ αναπαύσεως της ψυχής του αγαπημένου μας συζύγου, πατέρα και παππού [956, 1607, 1184, 1669]
memorial-notice [1200, 1662, 1587, 1902]
article-paragraph: Θέλλα-Σκινιάς, γήπεδο ΕΠΣΗ, διαιτητής ο κ. Κοκκινάκης, επόπτες οι κ.κ. Σφακιανάκης και Γεωργιάδης. [235, 1755, 420, 1797]
memorial-name: ΜΑΛΑΜΑΤΕΝΙΑΣ ΔΑΛΕΚΤΑΚΗ [1363, 1315, 1551, 1329]
ergotelis-notice [633, 1282, 807, 1533]
notice-paragraph: Η διενέργεια του διαγωνισμού και η εκτέλεση της προμήθειας θα γίνει σύμφωνα με τις διατάξεις του Π.Δ/ΤΟΣ 28/1980 του Δ.ΚΚ. και των λοιπών ισχυουσών διατάξεων. [442, 863, 616, 929]
notice-address: Ινστιτούτο Μοριακής Βιολογίας και Βιοτεχνολογίας (ΙΜΒΒ) Ίδρυμα Τεχνολογίας και Έρευνας (ΙΤΕ) (υπόψη κ. Χουλάκη Α) Τ.Θ. 1527 - Ηράκλειο - Κρήτη [834, 264, 1179, 312]
notice-paragraph: Η εγγύηση συμμετοχής θα αποτελείται από εγγυητική επιστολή αναγνωρισμένης τράπεζας 5% του ποσού της προμήθειας (δηλ. 190.000 δρχ.). Για περισσότερες πληροφορίες οι ενδιαφερόμενοι θα μπορούν να απευθύνονται στο Γραφείο της Κοινότητας Νέας Αλικαρνασσού κατά τις εργάσιμες ημέρες και ώρες τηλ. 243170. [442, 1259, 616, 1391]
memorial-title: ΜΝΗΜΟΣΥΝΟ [1325, 723, 1462, 745]
memorial-family: και παρακαλούμε συγγενείς και φίλους όπως παραστούν. Τα παιδιά: Γιώργος και Ειρήνη Δαλεκτάκη, Μαρία και Νίκος Κουκουλάκη, Δημήτριος Δαλεκτάκης. Τα εγγόνια, τα αδέλφια, οι λοιποί συγγενείς. [1337, 1334, 1578, 1411]
article-paragraph: ΟΦΑ-Ρογανιώς, γήπεδο Αρκαλοχωρίου, διαιτητής ο κ. Βασιλειάδης, επόπτες οι κ.κ. Στιβακτάκης και Σταυρίδης. [235, 1475, 420, 1532]
